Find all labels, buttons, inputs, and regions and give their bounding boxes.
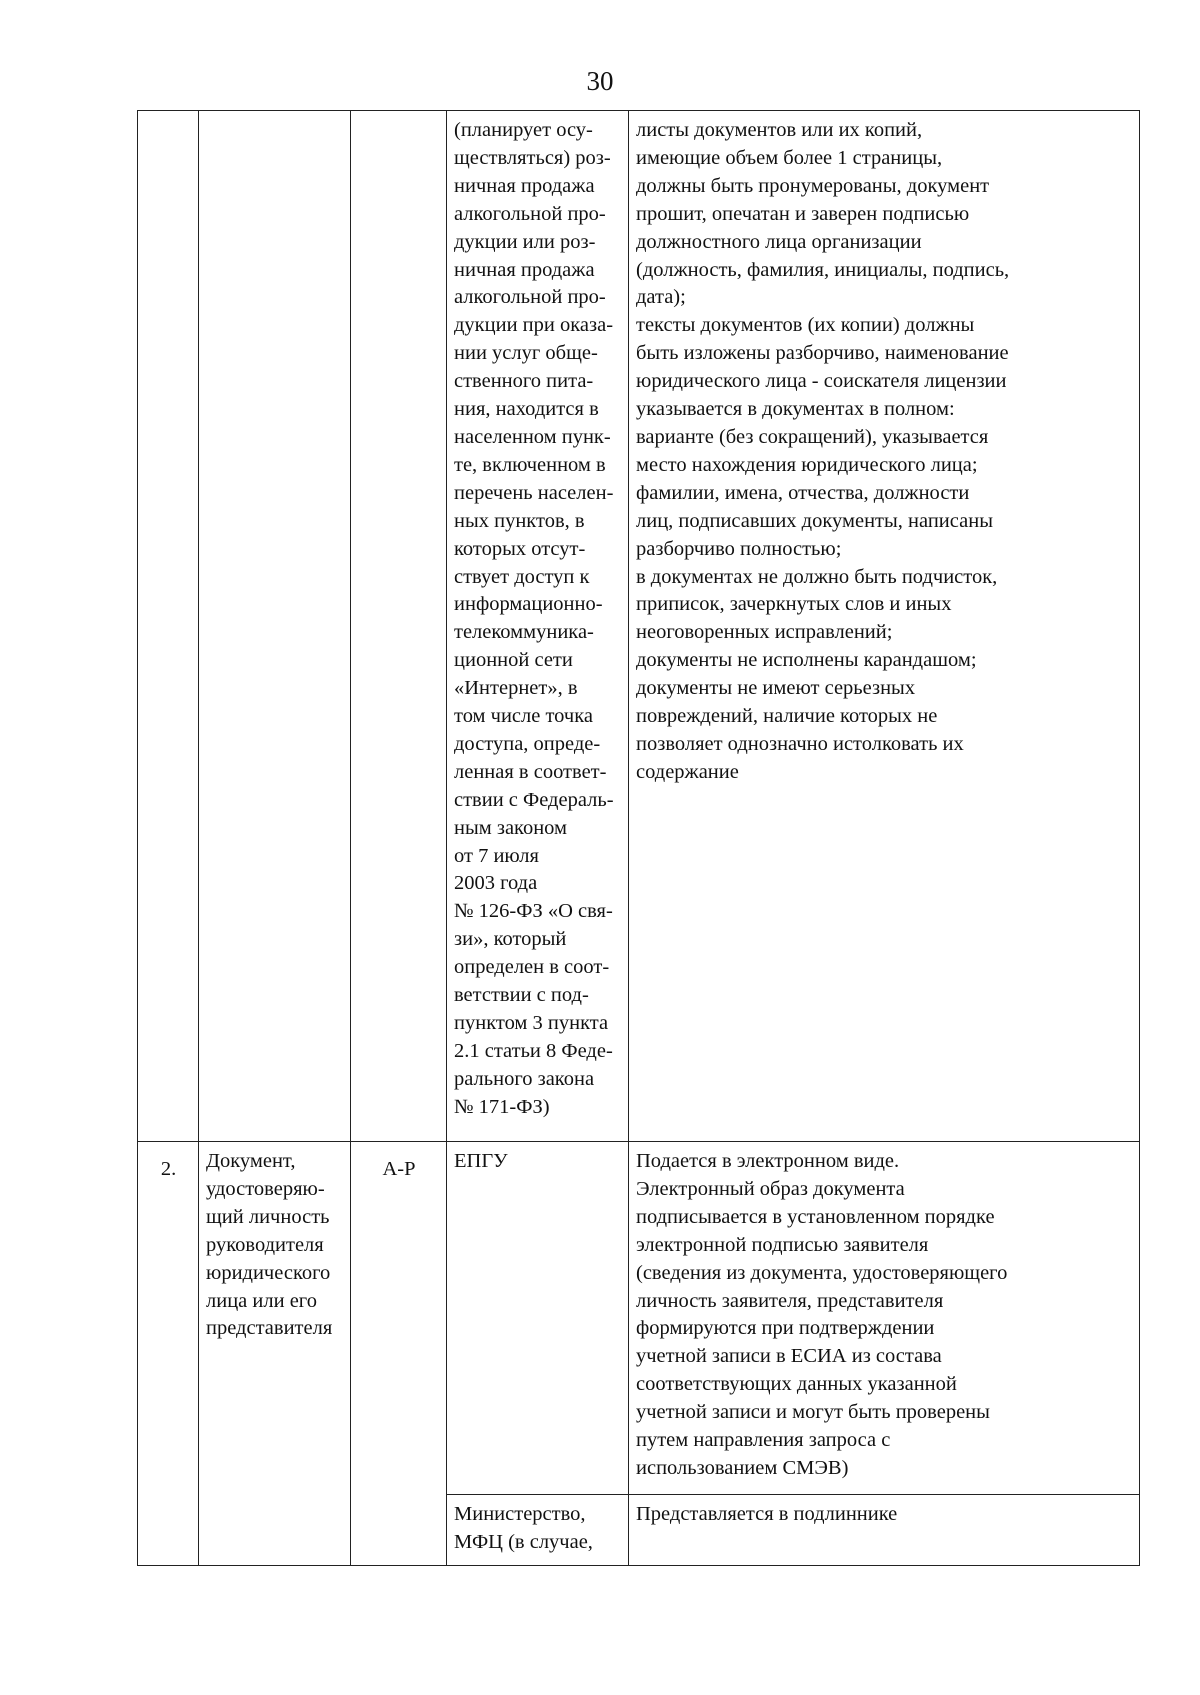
- text-line: должностного лица организации: [636, 230, 922, 253]
- text-line: лиц, подписавших документы, написаны: [636, 509, 993, 532]
- text-line: удостоверяю-: [206, 1177, 325, 1200]
- text-line: ничная продажа: [454, 174, 595, 197]
- text-line: ществляться) роз-: [454, 146, 611, 169]
- text-line: ственного пита-: [454, 370, 594, 393]
- text-line: место нахождения юридического лица;: [636, 453, 978, 476]
- text-line: быть изложены разборчиво, наименование: [636, 342, 1009, 365]
- requirements-cell: [629, 1142, 1140, 1495]
- text-line: ЕПГУ: [454, 1150, 508, 1172]
- text-line: тексты документов (их копии) должны: [636, 314, 975, 337]
- text-line: населенном пунк-: [454, 425, 611, 448]
- text-line: имеющие объем более 1 страницы,: [636, 146, 943, 169]
- code-cell: А-Р: [351, 1142, 447, 1566]
- text-line: приписок, зачеркнутых слов и иных: [636, 593, 952, 616]
- text-line: пунктом 3 пункта: [454, 1012, 609, 1034]
- table-row: [138, 111, 1140, 1142]
- text-line: неоговоренных исправлений;: [636, 621, 893, 644]
- document-name-cell: [199, 111, 351, 1142]
- text-line: том числе точка: [454, 705, 593, 728]
- source-cell: [447, 111, 629, 1142]
- text-line: определен в соот-: [454, 956, 610, 979]
- text-line: ния, находится в: [454, 398, 599, 421]
- text-line: ленная в соответ-: [454, 760, 607, 783]
- text-line: листы документов или их копий,: [636, 119, 923, 141]
- requirements-cell: [629, 111, 1140, 1142]
- text-line: нии услуг обще-: [454, 342, 598, 365]
- text-line: руководителя: [206, 1233, 324, 1256]
- text-line: позволяет однозначно истолковать их: [636, 732, 964, 755]
- text-line: (сведения из документа, удостоверяющего: [636, 1261, 1008, 1284]
- text-line: 2.1 статьи 8 Феде-: [454, 1039, 613, 1062]
- source-cell: [447, 1142, 629, 1495]
- text-line: ционной сети: [454, 649, 573, 672]
- row-number-cell: 2.: [138, 1142, 199, 1566]
- text-line: путем направления запроса с: [636, 1429, 891, 1452]
- text-line: № 171-ФЗ): [454, 1095, 550, 1118]
- text-line: документы не исполнены карандашом;: [636, 649, 977, 672]
- text-line: документы не имеют серьезных: [636, 677, 916, 700]
- text-line: повреждений, наличие которых не: [636, 705, 938, 728]
- text-line: которых отсут-: [454, 537, 586, 560]
- text-line: в документах не должно быть подчисток,: [636, 565, 998, 588]
- source-cell: [447, 1495, 629, 1566]
- text-line: 2003 года: [454, 872, 538, 895]
- code-cell: [351, 111, 447, 1142]
- text-line: электронной подписью заявителя: [636, 1233, 929, 1256]
- text-line: ных пунктов, в: [454, 509, 585, 532]
- text-line: соответствующих данных указанной: [636, 1373, 957, 1396]
- text-line: Документ,: [206, 1150, 296, 1172]
- text-line: юридического: [206, 1261, 331, 1284]
- text-line: Министерство,: [454, 1503, 586, 1525]
- text-line: указывается в документах в полном:: [636, 398, 955, 421]
- text-line: рального закона: [454, 1067, 595, 1090]
- text-line: ствует доступ к: [454, 565, 590, 588]
- text-line: (планирует осу-: [454, 119, 593, 141]
- text-line: варианте (без сокращений), указывается: [636, 425, 989, 448]
- text-line: разборчиво полностью;: [636, 537, 842, 560]
- text-line: щий личность: [206, 1205, 330, 1228]
- text-line: информационно-: [454, 593, 603, 616]
- text-line: Электронный образ документа: [636, 1177, 905, 1200]
- document-name-cell: [199, 1142, 351, 1566]
- text-line: ветствии с под-: [454, 984, 589, 1007]
- text-line: подписывается в установленном порядке: [636, 1205, 995, 1228]
- text-line: дукции при оказа-: [454, 314, 614, 337]
- text-line: использованием СМЭВ): [636, 1456, 849, 1479]
- text-line: № 126-ФЗ «О свя-: [454, 900, 613, 923]
- text-line: (должность, фамилия, инициалы, подпись,: [636, 258, 1010, 281]
- text-line: ным законом: [454, 816, 568, 839]
- text-line: ствии с Федераль-: [454, 788, 614, 811]
- text-line: фамилии, имена, отчества, должности: [636, 481, 970, 504]
- text-line: личность заявителя, представителя: [636, 1289, 944, 1312]
- text-line: учетной записи в ЕСИА из состава: [636, 1345, 942, 1368]
- text-line: лица или его: [206, 1289, 317, 1312]
- text-line: Подается в электронном виде.: [636, 1150, 900, 1172]
- documents-table: [137, 110, 1140, 1566]
- text-line: Представляется в подлиннике: [636, 1503, 898, 1525]
- text-line: от 7 июля: [454, 844, 539, 867]
- row-number-cell: [138, 111, 199, 1142]
- requirements-cell: [629, 1495, 1140, 1566]
- text-line: перечень населен-: [454, 481, 614, 504]
- text-line: МФЦ (в случае,: [454, 1530, 593, 1553]
- text-line: формируются при подтверждении: [636, 1317, 935, 1340]
- page-number: 30: [586, 66, 614, 96]
- text-line: те, включенном в: [454, 453, 606, 476]
- text-line: доступа, опреде-: [454, 732, 601, 755]
- text-line: ничная продажа: [454, 258, 595, 281]
- text-line: дата);: [636, 286, 686, 309]
- text-line: алкогольной про-: [454, 202, 606, 225]
- text-line: учетной записи и могут быть проверены: [636, 1401, 990, 1424]
- text-line: содержание: [636, 760, 739, 783]
- text-line: «Интернет», в: [454, 677, 578, 700]
- table-row: [138, 1142, 1140, 1495]
- text-line: зи», который: [454, 928, 567, 951]
- text-line: прошит, опечатан и заверен подписью: [636, 202, 970, 225]
- text-line: алкогольной про-: [454, 286, 606, 309]
- text-line: представителя: [206, 1317, 333, 1340]
- text-line: дукции или роз-: [454, 230, 596, 253]
- text-line: должны быть пронумерованы, документ: [636, 174, 990, 197]
- text-line: юридического лица - соискателя лицензии: [636, 370, 1007, 393]
- text-line: телекоммуника-: [454, 621, 594, 644]
